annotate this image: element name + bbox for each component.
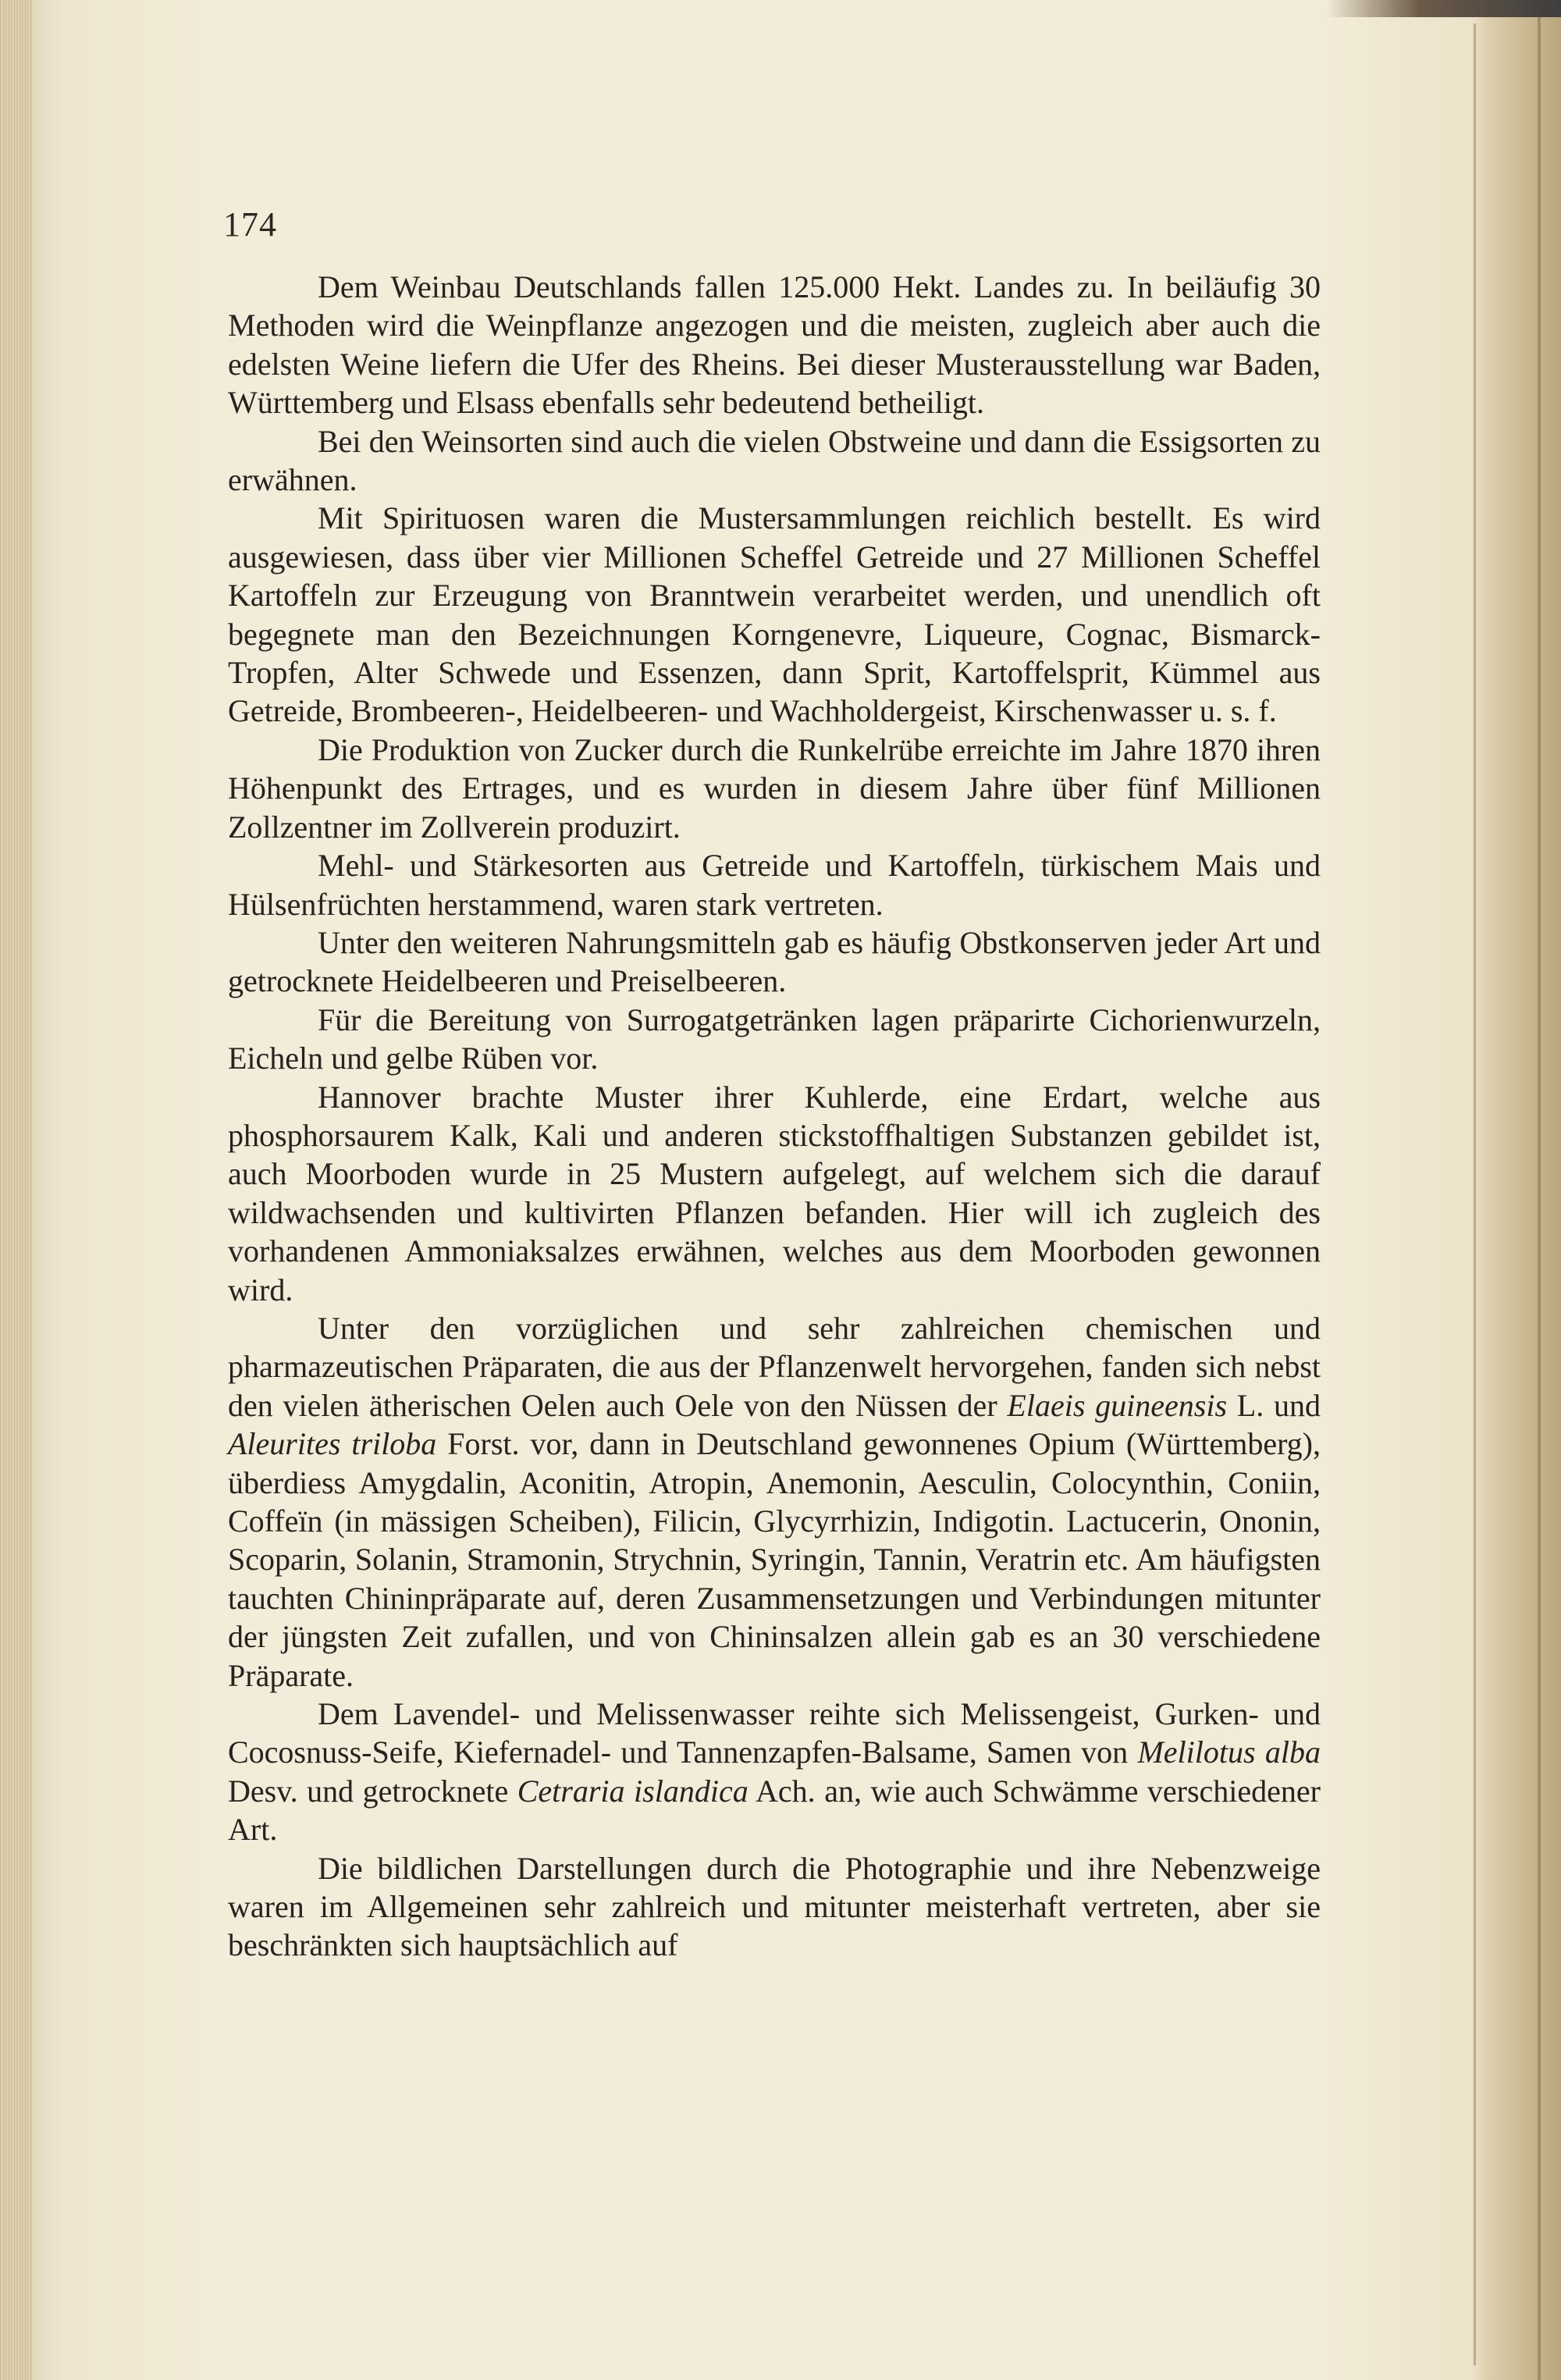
text-run: Desv. und getrocknete: [228, 1773, 517, 1809]
text-run: L. und: [1227, 1387, 1321, 1423]
page-edge-line: [1538, 0, 1541, 2380]
paragraph: Mehl- und Stärkesorten aus Getreide und Kartoffeln, türkischem Mais und Hülsenfrüchten herstammend, waren stark vertreten.: [228, 848, 1321, 922]
paragraph: Dem Weinbau Deutschlands fallen 125.000 Hekt. Landes zu. In beiläufig 30 Methoden wird die Weinpflanze angezogen und die meisten, zugleich aber auch die edelsten Weine liefern die Ufer des Rheins. Bei dieser Musterausstellung war Baden, Württemberg und Elsass ebenfalls sehr bedeutend betheiligt.: [228, 269, 1321, 421]
paragraph: Hannover brachte Muster ihrer Kuhlerde, eine Erdart, welche aus phosphorsaurem Kalk, Kali und anderen stickstoffhaltigen Substanzen gebildet ist, auch Moorboden wurde in 25 Mustern aufgelegt, auf welchem sich die darauf wildwachsenden und kultivirten Pflanzen befanden. Hier will ich zugleich des vorhandenen Ammoniaksalzes erwähnen, welches aus dem Moorboden gewonnen wird.: [228, 1079, 1321, 1307]
species-name: Melilotus alba: [1137, 1734, 1321, 1770]
paragraph: Für die Bereitung von Surrogatgetränken lagen präparirte Cichorienwurzeln, Eicheln und gelbe Rüben vor.: [228, 1001, 1321, 1076]
species-name: Aleurites triloba: [228, 1426, 437, 1462]
paragraph: [228, 1309, 1321, 1695]
species-name: Cetraria islandica: [517, 1773, 748, 1809]
text-run: Dem Lavendel- und Melissenwasser reihte sich Melissengeist, Gurken- und Cocosnuss-Seife, Kiefernadel- und Tannenzapfen-Balsame, Samen von: [228, 1696, 1321, 1770]
species-name: Elaeis guineensis: [1007, 1387, 1228, 1423]
paragraph: [228, 1695, 1321, 1849]
page-edge-line: [1474, 23, 1476, 2365]
paragraph: Die bildlichen Darstellungen durch die Photographie und ihre Nebenzweige waren im Allgemeinen sehr zahlreich und mitunter meisterhaft vertreten, aber sie beschränkten sich hauptsächlich auf: [228, 1850, 1321, 1963]
paragraph: Die Produktion von Zucker durch die Runkelrübe erreichte im Jahre 1870 ihren Höhenpunkt des Ertrages, und es wurden in diesem Jahre über fünf Millionen Zollzentner im Zollverein produzirt.: [228, 731, 1321, 845]
page-gutter-edge: [0, 0, 33, 2380]
scan-corner-shadow: [1327, 0, 1561, 17]
page-number: 174: [223, 205, 277, 244]
text-run: Ach. an, wie auch Schwämme verschiedener Art.: [228, 1773, 1321, 1848]
paragraph: Mit Spirituosen waren die Mustersammlungen reichlich bestellt. Es wird ausgewiesen, dass über vier Millionen Scheffel Getreide und 27 Millionen Scheffel Kartoffeln zur Erzeugung von Branntwein verarbeitet werden, und unendlich oft begegnete man den Bezeichnungen Korngenevre, Liqueure, Cognac, Bismarck-Tropfen, Alter Schwede und Essenzen, dann Sprit, Kartoffelsprit, Kümmel aus Getreide, Brombeeren-, Heidelbeeren- und Wachholdergeist, Kirschenwasser u. s. f.: [228, 500, 1321, 729]
text-run: Unter den vorzüglichen und sehr zahlreichen chemischen und pharmazeutischen Präparaten, die aus der Pflanzenwelt hervorgehen, fanden sich nebst den vielen ätherischen Oelen auch Oele von den Nüssen der: [228, 1310, 1321, 1423]
body-text: [228, 268, 1321, 1965]
paragraph: Bei den Weinsorten sind auch die vielen Obstweine und dann die Essigsorten zu erwähnen.: [228, 423, 1321, 498]
page-right-edge: [1469, 0, 1561, 2380]
text-run: Forst. vor, dann in Deutschland gewonnenes Opium (Württemberg), überdiess Amygdalin, Aconitin, Atropin, Anemonin, Aesculin, Colocynthin, Coniin, Coffeïn (in mässigen Scheiben), Filicin, Glycyrrhizin, Indigotin. Lactucerin, Ononin, Scoparin, Solanin, Stramonin, Strychnin, Syringin, Tannin, Veratrin etc. Am häufigsten tauchten Chininpräparate auf, deren Zusammensetzungen und Verbindungen mitunter der jüngsten Zeit zufallen, und von Chininsalzen allein gab es an 30 verschiedene Präparate.: [228, 1426, 1321, 1693]
paragraph: Unter den weiteren Nahrungsmitteln gab es häufig Obstkonserven jeder Art und getrocknete Heidelbeeren und Preiselbeeren.: [228, 924, 1321, 999]
